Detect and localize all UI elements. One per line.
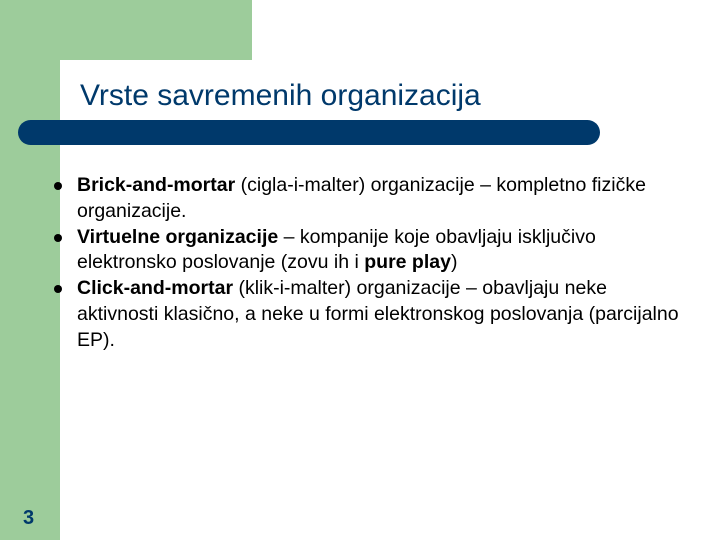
bullet-term: Virtuelne organizacije — [77, 225, 279, 248]
bullet-text: – kompanije koje obavljaju isključivo elektronsko poslovanje (zovu ih i — [77, 225, 596, 274]
bullet-item-brick-and-mortar — [40, 173, 680, 225]
title-underline-bar — [18, 120, 600, 145]
bullet-dot-icon — [54, 234, 62, 242]
slide-title: Vrste savremenih organizacija — [80, 79, 481, 112]
bullet-term: Brick-and-mortar — [77, 174, 236, 196]
bullet-item-virtuelne — [40, 225, 680, 277]
bullet-emphasis: pure play — [364, 251, 451, 274]
top-accent-block — [0, 0, 252, 60]
slide-number: 3 — [23, 507, 35, 529]
bullet-text: (cigla-i-malter) organizacije – kompletno fizičke organizacije. — [77, 174, 646, 222]
bullet-dot-icon — [54, 182, 62, 190]
bullet-text-end: ) — [450, 251, 458, 274]
bullet-item-click-and-mortar — [40, 276, 680, 353]
bullet-text: (klik-i-malter) organizacije – obavljaju neke aktivnosti klasično, a neke u formi elektronskog poslovanja (parcijalno EP). — [77, 277, 679, 351]
bullet-term: Click-and-mortar — [77, 277, 234, 300]
bullet-dot-icon — [54, 285, 62, 293]
bullet-list — [40, 173, 680, 354]
